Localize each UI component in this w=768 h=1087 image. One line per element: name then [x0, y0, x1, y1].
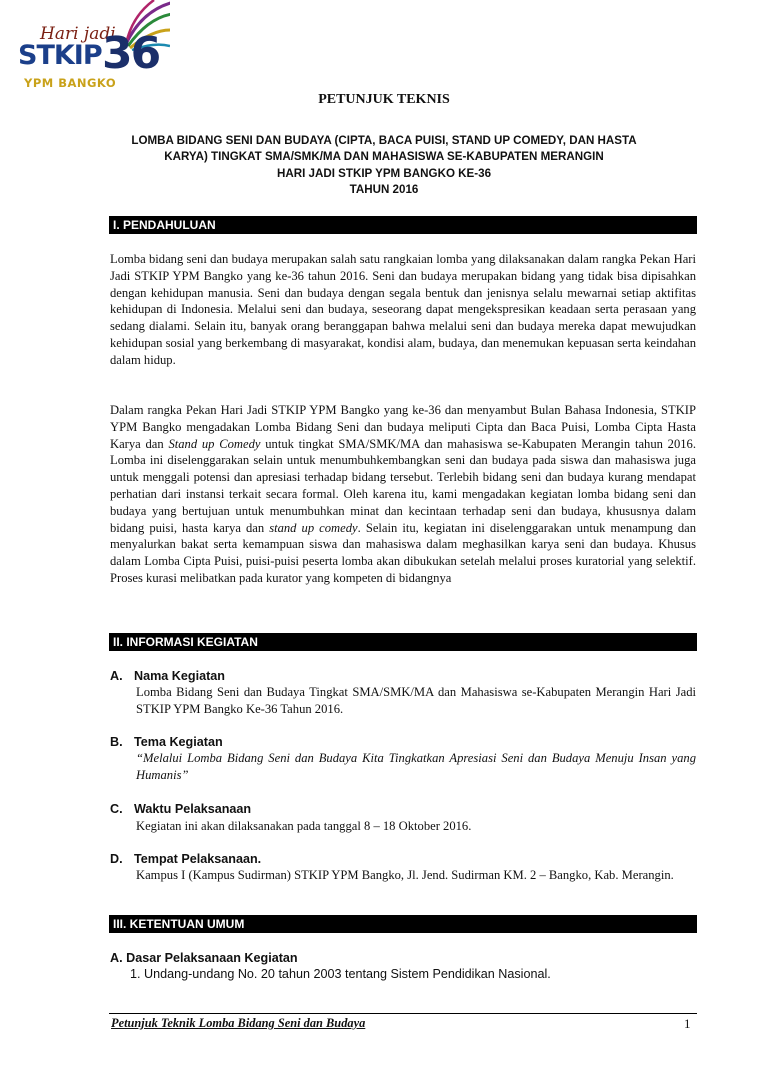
item-b-title: Tema Kegiatan	[134, 735, 223, 749]
document-title: PETUNJUK TEKNIS	[318, 92, 450, 107]
item-c-body: Kegiatan ini akan dilaksanakan pada tanggal 8 – 18 Oktober 2016.	[136, 819, 472, 833]
item-a-heading	[110, 668, 225, 684]
item-d-title: Tempat Pelaksanaan.	[134, 852, 262, 866]
item-c-letter: C.	[110, 802, 123, 816]
item-a-letter: A.	[110, 669, 123, 683]
item-b-heading	[110, 734, 223, 750]
paragraph-2-part-b: untuk tingkat SMA/SMK/MA dan mahasiswa se-Kabupaten Merangin tahun 2016. Lomba ini diselenggarakan selain untuk menumbuhkembangkan seni dan budaya pada siswa dan mahasiswa juga untuk menggali potensi dan apresiasi terhadap bidang tersebut. Terlebih bidang seni dan budaya kurang mendapat perhatian dari instansi terkait secara formal. Oleh karena itu, kami mengadakan kegiatan lomba bidang seni dan budaya yang bertujuan untuk menumbuhkan minat dan kecintaan terhadap seni dan budaya, khususnya dalam bidang puisi, hasta karya dan	[110, 436, 697, 535]
paragraph-2-italic-1: Stand up Comedy	[168, 436, 261, 451]
paragraph-pendahuluan-1: Lomba bidang seni dan budaya merupakan salah satu rangkaian lomba yang dilaksanakan dalam rangka Pekan Hari Jadi STKIP YPM Bangko yang ke-36 tahun 2016. Seni dan budaya merupakan bidang yang tidak bisa dipisahkan dengan kehidupan manusia. Seni dan budaya dengan segala bentuk dan jenisnya selalu mewarnai setiap aktifitas kehidupan di Indonesia. Melalui seni dan budaya, seseorang dapat mengekspresikan keadaan serta perasaan yang sedang dialami. Selain itu, banyak orang beranggapan bahwa melalui seni dan budaya mereka dapat mewujudkan kehidupan sosial yang berkembang di masyarakat, kondisi alam, budaya, dan menemukan kepuasan serta keindahan dalam hidup.	[110, 252, 696, 367]
logo-script-text: Hari jadi	[40, 24, 116, 44]
subtitle-line-1: LOMBA BIDANG SENI DAN BUDAYA (CIPTA, BACA PUISI, STAND UP COMEDY, DAN HASTA	[131, 134, 637, 147]
footer-text: Petunjuk Teknik Lomba Bidang Seni dan Budaya	[111, 1016, 366, 1030]
item-b-letter: B.	[110, 735, 123, 749]
paragraph-2-part-c: . Selain itu, kegiatan ini diselenggarakan untuk menampung dan menyalurkan bakat serta kemampuan siswa dan mahasiswa dalam meghasilkan karya seni dan budaya. Khusus dalam Lomba Cipta Puisi, puisi-puisi peserta lomba akan dibukukan setelah melalui proses kuratorial yang selektif. Proses kurasi melibatkan pada kurator yang kompeten di bidangnya	[110, 520, 696, 585]
item-d-letter: D.	[110, 852, 123, 866]
stkip-logo	[14, 0, 170, 92]
item-a-title: Nama Kegiatan	[134, 669, 225, 683]
paragraph-pendahuluan-2	[110, 402, 696, 587]
logo-subtitle: YPM BANGKO	[24, 76, 117, 90]
footer-divider	[109, 1013, 697, 1014]
section-heading-informasi: II. INFORMASI KEGIATAN	[109, 633, 697, 651]
paragraph-2-part-a: Dalam rangka Pekan Hari Jadi STKIP YPM Bangko yang ke-36 dan menyambut Bulan Bahasa Indonesia, STKIP YPM Bangko mengadakan Lomba Bidang Seni dan budaya meliputi Cipta dan Baca Puisi, Lomba Cipta Hasta Karya dan	[110, 403, 696, 451]
item-d-body: Kampus I (Kampus Sudirman) STKIP YPM Bangko, Jl. Jend. Sudirman KM. 2 – Bangko, Kab. Merangin.	[136, 868, 674, 882]
subtitle-line-2: KARYA) TINGKAT SMA/SMK/MA DAN MAHASISWA SE-KABUPATEN MERANGIN	[164, 150, 604, 163]
ketentuan-subheading: A. Dasar Pelaksanaan Kegiatan	[110, 951, 298, 965]
paragraph-2-italic-2: stand up comedy	[269, 520, 358, 535]
subtitle-line-3: HARI JADI STKIP YPM BANGKO KE-36	[276, 167, 492, 180]
item-b-body: “Melalui Lomba Bidang Seni dan Budaya Kita Tingkatkan Apresiasi Seni dan Budaya Menuju Insan yang Humanis”	[136, 751, 696, 782]
item-c-heading	[110, 801, 251, 817]
page-number: 1	[684, 1016, 691, 1031]
logo-name: STKIP	[18, 40, 102, 71]
subtitle-line-4: TAHUN 2016	[349, 183, 419, 196]
item-c-title: Waktu Pelaksanaan	[134, 802, 252, 816]
item-d-heading	[110, 851, 261, 867]
item-a-body: Lomba Bidang Seni dan Budaya Tingkat SMA/SMK/MA dan Mahasiswa se-Kabupaten Merangin Hari Jadi STKIP YPM Bangko Ke-36 Tahun 2016.	[136, 685, 696, 716]
section-heading-ketentuan: III. KETENTUAN UMUM	[109, 915, 697, 933]
section-heading-pendahuluan: I. PENDAHULUAN	[109, 216, 697, 234]
logo-number: 36	[102, 28, 160, 79]
ketentuan-list-item-1: 1. Undang-undang No. 20 tahun 2003 tentang Sistem Pendidikan Nasional.	[130, 967, 551, 981]
